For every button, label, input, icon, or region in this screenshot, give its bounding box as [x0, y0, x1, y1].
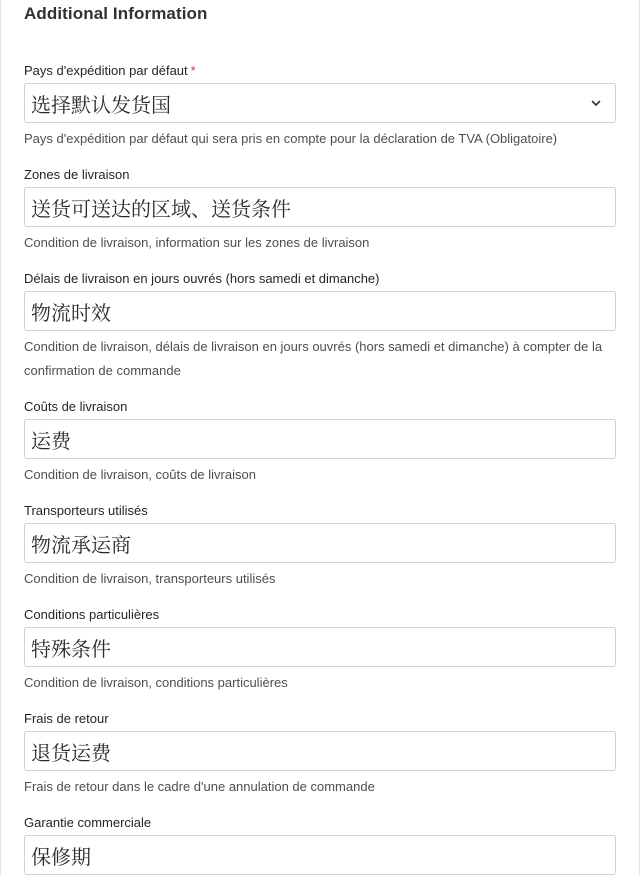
field-help-text: Pays d'expédition par défaut qui sera pris en compte pour la déclaration de TVA (Obligatoire) [24, 131, 558, 146]
field-label: Garantie commerciale [24, 815, 152, 830]
input-value: 物流时效 [31, 302, 111, 325]
field-help-text: Condition de livraison, transporteurs utilisés [24, 571, 276, 586]
delivery-costs-input[interactable] [24, 419, 616, 459]
input-value: 运费 [31, 430, 71, 453]
select-value: 选择默认发货国 [31, 94, 171, 117]
field-label [24, 63, 616, 79]
commercial-warranty-input[interactable] [24, 835, 616, 875]
field-label: Délais de livraison en jours ouvrés (hors samedi et dimanche) [24, 271, 380, 286]
field-help-text: Frais de retour dans le cadre d'une annulation de commande [24, 779, 375, 794]
field-label: Coûts de livraison [24, 399, 128, 414]
field-label: Zones de livraison [24, 167, 130, 182]
field-delivery-times [24, 271, 616, 383]
field-commercial-warranty [24, 815, 616, 875]
field-special-conditions [24, 607, 616, 695]
default-shipping-country-select[interactable] [24, 83, 616, 123]
field-label: Conditions particulières [24, 607, 160, 622]
input-value: 保修期 [31, 846, 91, 869]
delivery-times-input[interactable] [24, 291, 616, 331]
field-return-fees [24, 711, 616, 799]
field-label: Frais de retour [24, 711, 109, 726]
input-value: 物流承运商 [31, 534, 131, 557]
field-help-text: Condition de livraison, coûts de livraison [24, 467, 256, 482]
carriers-input[interactable] [24, 523, 616, 563]
required-marker: * [190, 63, 196, 78]
input-value: 送货可送达的区域、送货条件 [31, 198, 291, 221]
field-delivery-zones [24, 167, 616, 255]
delivery-zones-input[interactable] [24, 187, 616, 227]
input-value: 特殊条件 [31, 638, 111, 661]
field-default-shipping-country [24, 63, 616, 151]
return-fees-input[interactable] [24, 731, 616, 771]
special-conditions-input[interactable] [24, 627, 616, 667]
field-help-text: Condition de livraison, délais de livraison en jours ouvrés (hors samedi et dimanche) à compter de la confirmation de commande [24, 339, 603, 378]
input-value: 退货运费 [31, 742, 111, 765]
field-help-text: Condition de livraison, information sur les zones de livraison [24, 235, 370, 250]
chevron-down-icon [589, 96, 603, 110]
field-delivery-costs [24, 399, 616, 487]
field-carriers [24, 503, 616, 591]
field-help-text: Condition de livraison, conditions particulières [24, 675, 288, 690]
field-label-text: Pays d'expédition par défaut [24, 63, 188, 78]
field-label: Transporteurs utilisés [24, 503, 148, 518]
section-title: Additional Information [24, 4, 208, 23]
